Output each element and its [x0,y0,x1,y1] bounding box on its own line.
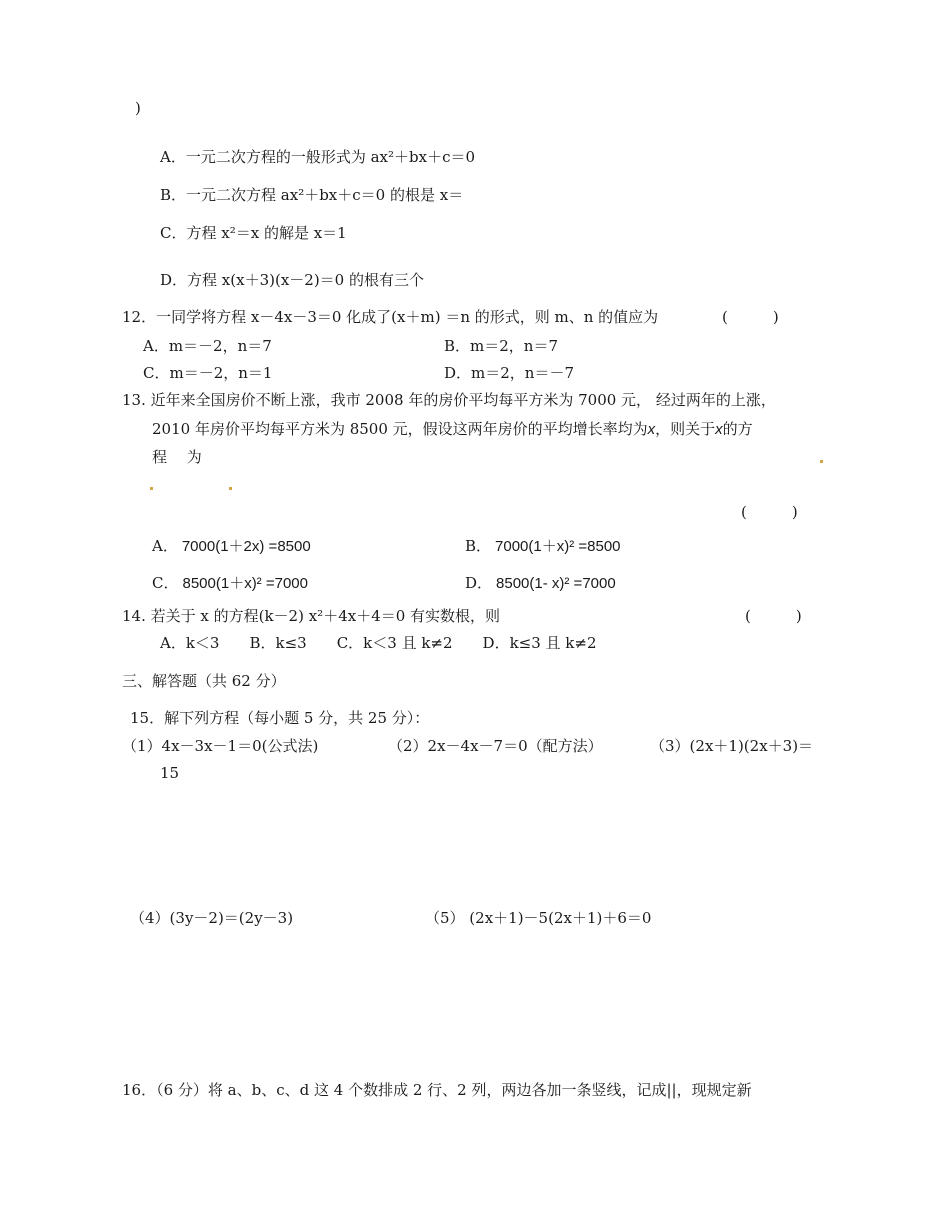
question-15: 15．解下列方程（每小题 5 分，共 25 分）： [130,709,430,727]
q13-option-a-formula: 7000(1＋2x) =8500 [181,538,311,555]
q13-option-b-label: B． [465,537,492,555]
q12-option-b: B．m＝2，n＝7 [444,337,558,355]
q13-text-a: 2010 年房价平均每平方米为 8500 元，假设这两年房价的平均增长率均为 [152,420,648,438]
question-13-line3: 程 为 [152,448,202,466]
q13-var-x: x [647,421,656,438]
question-12: 12．一同学将方程 x－4x－3＝0 化成了(x＋m) ＝n 的形式，则 m、n 的值应为 [122,308,659,326]
q12-option-d: D．m＝2，n＝－7 [444,364,574,382]
option-c: C．方程 x²＝x 的解是 x＝1 [160,224,347,242]
answer-paren-14: ( ) [745,607,802,625]
q15-part-4: （4）(3y－2)＝(2y－3) [130,909,294,927]
q13-option-c [152,573,308,594]
section-heading-3: 三、解答题（共 62 分） [122,672,286,690]
decoration-dot [150,487,153,490]
q13-option-d-label: D． [465,574,493,592]
q12-option-a: A．m＝－2，n＝7 [143,337,272,355]
answer-paren-13: ( ) [741,503,798,521]
q15-part-3-continued: 15 [160,764,180,782]
q12-option-c: C．m＝－2，n＝1 [143,364,273,382]
q13-text-b: ，则关于 [655,420,716,438]
decoration-dot [820,460,823,463]
q13-option-b [465,536,621,557]
q13-text-c: 的方 [722,420,753,438]
question-13-line2 [152,419,753,440]
q14-options: A．k＜3 B．k≤3 C．k＜3 且 k≠2 D．k≤3 且 k≠2 [160,634,597,652]
decoration-dot [229,487,232,490]
q13-option-b-formula: 7000(1＋x)² =8500 [495,538,621,555]
option-d: D．方程 x(x＋3)(x－2)＝0 的根有三个 [160,271,424,289]
q13-option-d [465,573,616,594]
q15-part-5: （5） (2x＋1)－5(2x＋1)＋6＝0 [425,909,652,927]
q13-option-a [152,536,311,557]
continuation-paren: ) [135,99,141,117]
option-a: A．一元二次方程的一般形式为 ax²＋bx＋c＝0 [160,148,476,166]
question-13-line1: 13. 近年来全国房价不断上涨，我市 2008 年的房价平均每平方米为 7000 元， 经过两年的上涨， [122,391,776,409]
q13-option-d-formula: 8500(1- x)² =7000 [496,575,616,592]
q13-var-x2: x [715,421,723,438]
q15-part-2: （2）2x－4x－7＝0（配方法） [388,737,603,755]
q13-option-c-formula: 8500(1＋x)² =7000 [182,575,308,592]
answer-paren-12: ( ) [722,308,779,326]
q13-option-a-label: A． [152,537,178,555]
q13-option-c-label: C． [152,574,179,592]
q15-part-3: （3）(2x＋1)(2x＋3)＝ [650,737,814,755]
question-16: 16．（6 分）将 a、b、c、d 这 4 个数排成 2 行、2 列，两边各加一条竖线，记成||，现规定新 [122,1081,752,1099]
q15-part-1: （1）4x－3x－1＝0(公式法) [122,737,319,755]
option-b: B．一元二次方程 ax²＋bx＋c＝0 的根是 x＝ [160,186,464,204]
question-14: 14. 若关于 x 的方程(k－2) x²＋4x＋4＝0 有实数根，则 [122,607,501,625]
